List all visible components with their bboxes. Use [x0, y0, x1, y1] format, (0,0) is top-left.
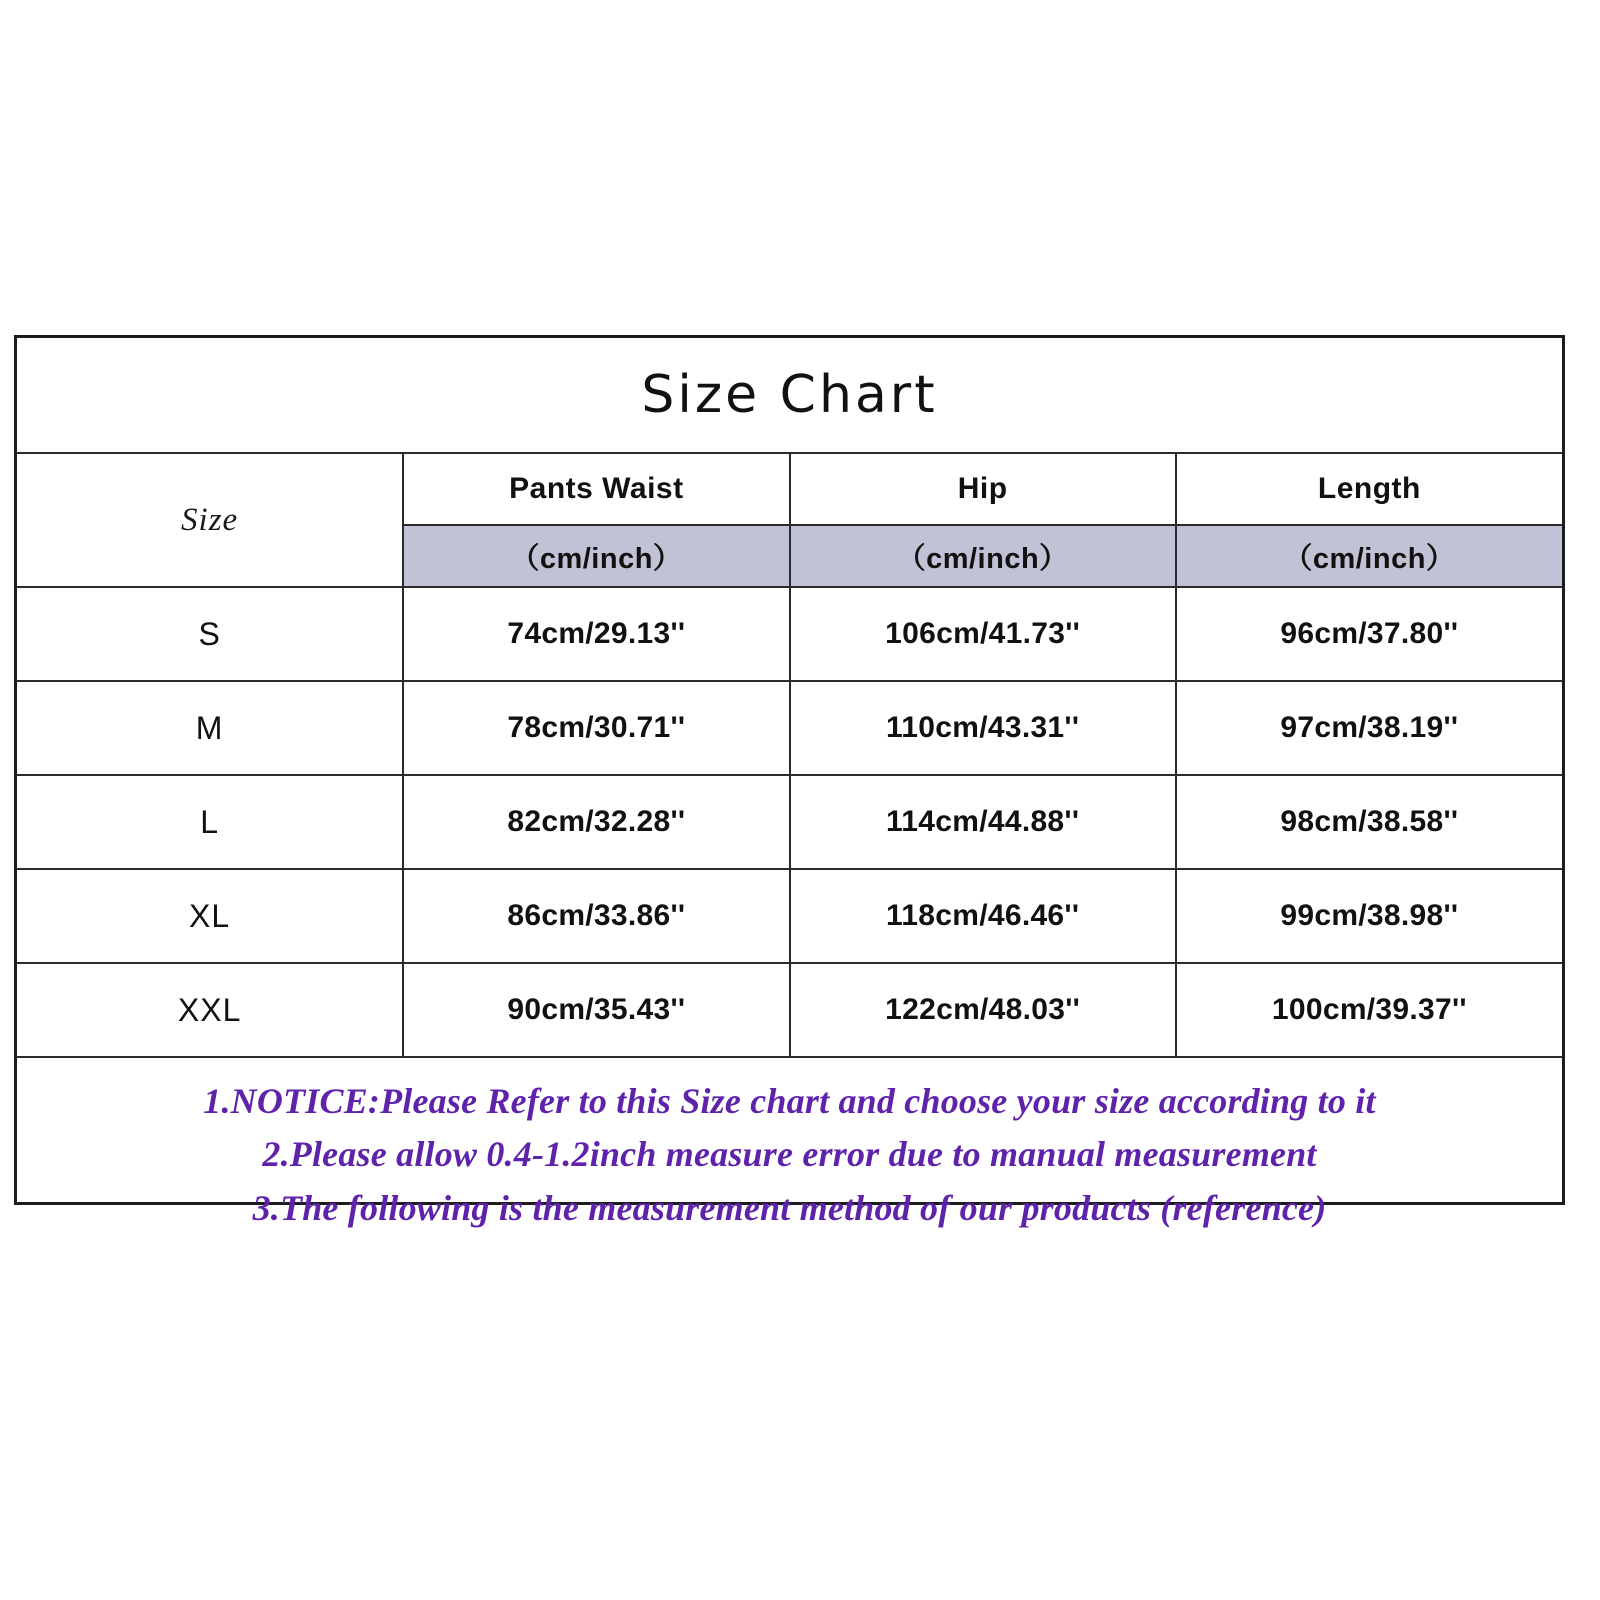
row-hip-cell	[790, 775, 1176, 869]
row-pants-waist-cell	[403, 963, 789, 1057]
unit-cell-hip	[790, 525, 1176, 587]
unit-label-pants-waist: （cm/inch）	[510, 542, 683, 575]
table-row	[17, 681, 1562, 775]
row-length-cell	[1176, 681, 1562, 775]
row-size-label: S	[198, 615, 221, 652]
unit-label-length: （cm/inch）	[1283, 542, 1456, 575]
row-length-value: 99cm/38.98''	[1280, 899, 1459, 932]
row-size-cell	[17, 681, 403, 775]
header-name-row	[17, 453, 1562, 525]
page-title-cell	[17, 338, 1562, 453]
row-pants-waist-value: 74cm/29.13''	[507, 617, 686, 650]
size-chart-table	[17, 338, 1562, 1256]
size-chart-container	[14, 335, 1565, 1228]
size-column-label: Size	[181, 501, 239, 538]
row-hip-value: 122cm/48.03''	[885, 993, 1081, 1026]
row-size-label: XL	[189, 897, 231, 934]
column-header-hip-label: Hip	[957, 472, 1008, 505]
row-pants-waist-value: 78cm/30.71''	[507, 711, 686, 744]
row-size-label: L	[200, 803, 220, 840]
row-size-cell	[17, 775, 403, 869]
notice-line-1: 1.NOTICE:Please Refer to this Size chart and choose your size according to it	[203, 1081, 1376, 1122]
row-size-cell	[17, 963, 403, 1057]
row-size-label: XXL	[177, 991, 242, 1028]
title-row	[17, 338, 1562, 453]
table-row	[17, 775, 1562, 869]
unit-cell-length	[1176, 525, 1562, 587]
row-hip-value: 110cm/43.31''	[885, 711, 1080, 744]
row-length-cell	[1176, 775, 1562, 869]
row-pants-waist-cell	[403, 775, 789, 869]
column-header-pants-waist	[403, 453, 789, 525]
row-size-label: M	[195, 709, 224, 746]
row-pants-waist-value: 86cm/33.86''	[507, 899, 686, 932]
column-header-pants-waist-label: Pants Waist	[509, 472, 684, 505]
table-row	[17, 963, 1562, 1057]
table-row	[17, 869, 1562, 963]
row-length-value: 97cm/38.19''	[1280, 711, 1459, 744]
notice-line-2: 2.Please allow 0.4-1.2inch measure error due to manual measurement	[262, 1134, 1317, 1175]
row-length-cell	[1176, 869, 1562, 963]
column-header-length-label: Length	[1317, 472, 1421, 505]
row-size-cell	[17, 869, 403, 963]
table-row	[17, 587, 1562, 681]
row-hip-cell	[790, 681, 1176, 775]
row-hip-value: 114cm/44.88''	[885, 805, 1080, 838]
row-hip-cell	[790, 587, 1176, 681]
page-title: Size Chart	[641, 365, 938, 425]
row-hip-value: 118cm/46.46''	[885, 899, 1080, 932]
column-header-length	[1176, 453, 1562, 525]
row-length-cell	[1176, 587, 1562, 681]
row-size-cell	[17, 587, 403, 681]
row-pants-waist-cell	[403, 681, 789, 775]
notice-list	[27, 1064, 1552, 1246]
row-length-value: 100cm/39.37''	[1271, 993, 1467, 1026]
size-column-header	[17, 453, 403, 587]
notice-block	[17, 1057, 1562, 1256]
row-hip-cell	[790, 869, 1176, 963]
row-pants-waist-cell	[403, 587, 789, 681]
row-hip-value: 106cm/41.73''	[885, 617, 1081, 650]
row-pants-waist-value: 90cm/35.43''	[507, 993, 686, 1026]
row-pants-waist-value: 82cm/32.28''	[507, 805, 686, 838]
unit-cell-pants-waist	[403, 525, 789, 587]
notice-line-3: 3.The following is the measurement method of our products (reference)	[252, 1187, 1327, 1228]
row-hip-cell	[790, 963, 1176, 1057]
row-pants-waist-cell	[403, 869, 789, 963]
unit-label-hip: （cm/inch）	[896, 542, 1069, 575]
row-length-value: 98cm/38.58''	[1280, 805, 1459, 838]
column-header-hip	[790, 453, 1176, 525]
row-length-cell	[1176, 963, 1562, 1057]
row-length-value: 96cm/37.80''	[1280, 617, 1459, 650]
notice-row	[17, 1057, 1562, 1256]
